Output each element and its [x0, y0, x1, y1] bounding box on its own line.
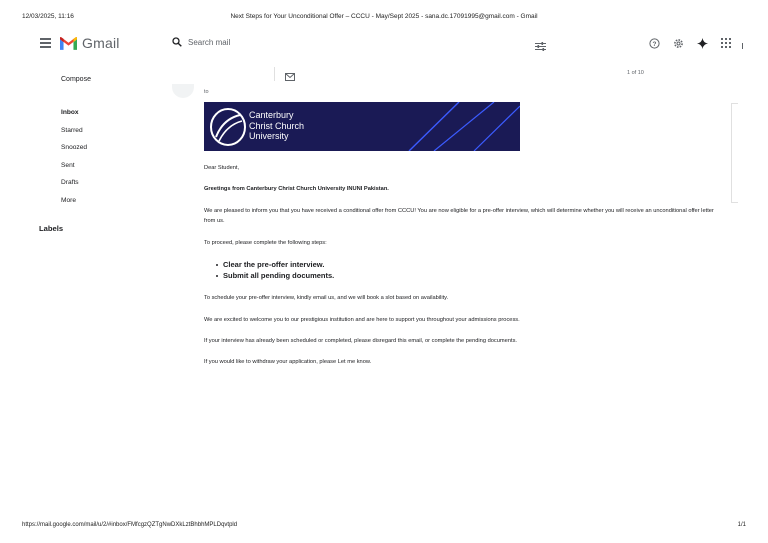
print-url: https://mail.google.com/mail/u/2/#inbox/FMfcgzQZTgNwDXkLztBhbhMPLDqvtpld [22, 522, 238, 528]
intro-line: Greetings from Canterbury Christ Church University INUNI Pakistan. [204, 186, 389, 192]
banner-line-3: University [249, 131, 289, 141]
sidebar-item-more[interactable]: More [61, 196, 77, 204]
side-panel-edge [731, 103, 738, 203]
paragraph-withdraw: If you would like to withdraw your application, please Let me know. [204, 359, 372, 365]
print-page-title: Next Steps for Your Unconditional Offer – CCCU - May/Sept 2025 - sana.dc.17091995@gmail.com - Gmail [230, 13, 538, 20]
labels-heading: Labels [39, 224, 64, 233]
print-datetime: 12/03/2025, 11:16 [22, 13, 74, 20]
paragraph-disregard: If your interview has already been scheduled or completed, please disregard this email, or complete the pending documents. [204, 338, 517, 344]
top-right-actions [648, 37, 732, 49]
search-options-icon[interactable] [535, 38, 546, 56]
sidebar-item-drafts[interactable]: Drafts [61, 179, 79, 187]
paragraph-schedule: To schedule your pre-offer interview, kindly email us, and we will book a slot based on availability. [204, 295, 449, 301]
paragraph-welcome: We are excited to welcome you to our prestigious institution and are here to support you throughout your admissions process. [204, 317, 520, 323]
banner-line-2: Christ Church [249, 120, 305, 131]
university-banner [204, 102, 520, 151]
search-bar[interactable] [172, 37, 368, 47]
sidebar-item-sent[interactable]: Sent [61, 161, 75, 169]
gmail-m-icon [60, 37, 77, 50]
sidebar-item-inbox[interactable]: Inbox [61, 109, 79, 116]
compose-button[interactable]: Compose [61, 76, 91, 83]
svg-text:?: ? [652, 40, 656, 48]
main-menu-icon[interactable] [40, 38, 51, 48]
recipient-to-label: to [204, 89, 209, 95]
steps-list [216, 259, 334, 281]
sidebar-item-starred[interactable]: Starred [61, 126, 83, 134]
more-vert-icon[interactable] [741, 38, 744, 48]
banner-line-1: Canterbury [249, 110, 294, 120]
paragraph-offer: We are pleased to inform you that you have received a conditional offer from CCCU! You are now eligible for a pre-offer interview, which will determine whether you will receive an unconditional offer letter from us. [204, 208, 714, 224]
search-icon[interactable] [172, 37, 182, 47]
mark-unread-icon[interactable] [285, 68, 295, 86]
message-pager: 1 of 10 [627, 70, 644, 76]
gmail-logo[interactable] [60, 35, 120, 51]
print-page-number: 1/1 [737, 522, 746, 528]
sender-avatar [172, 84, 194, 98]
step-text: Submit all pending documents. [223, 271, 335, 280]
list-item [216, 259, 334, 270]
banner-wordmark [249, 110, 304, 142]
apps-grid-icon[interactable] [720, 37, 732, 49]
greeting: Dear Student, [204, 165, 240, 171]
bullet-icon [216, 275, 218, 277]
paragraph-steps-intro: To proceed, please complete the following steps: [204, 240, 327, 246]
sidebar-nav [61, 108, 87, 214]
step-text: Clear the pre-offer interview. [223, 260, 325, 269]
sidebar-item-snoozed[interactable]: Snoozed [61, 144, 88, 152]
university-crest-icon [209, 107, 247, 147]
list-item [216, 270, 334, 281]
search-input[interactable] [188, 38, 368, 47]
gmail-wordmark: Gmail [82, 35, 120, 51]
bullet-icon [216, 264, 218, 266]
gemini-sparkle-icon[interactable] [696, 37, 708, 49]
help-icon[interactable] [648, 37, 660, 49]
settings-icon[interactable] [672, 37, 684, 49]
toolbar-divider [194, 67, 275, 81]
